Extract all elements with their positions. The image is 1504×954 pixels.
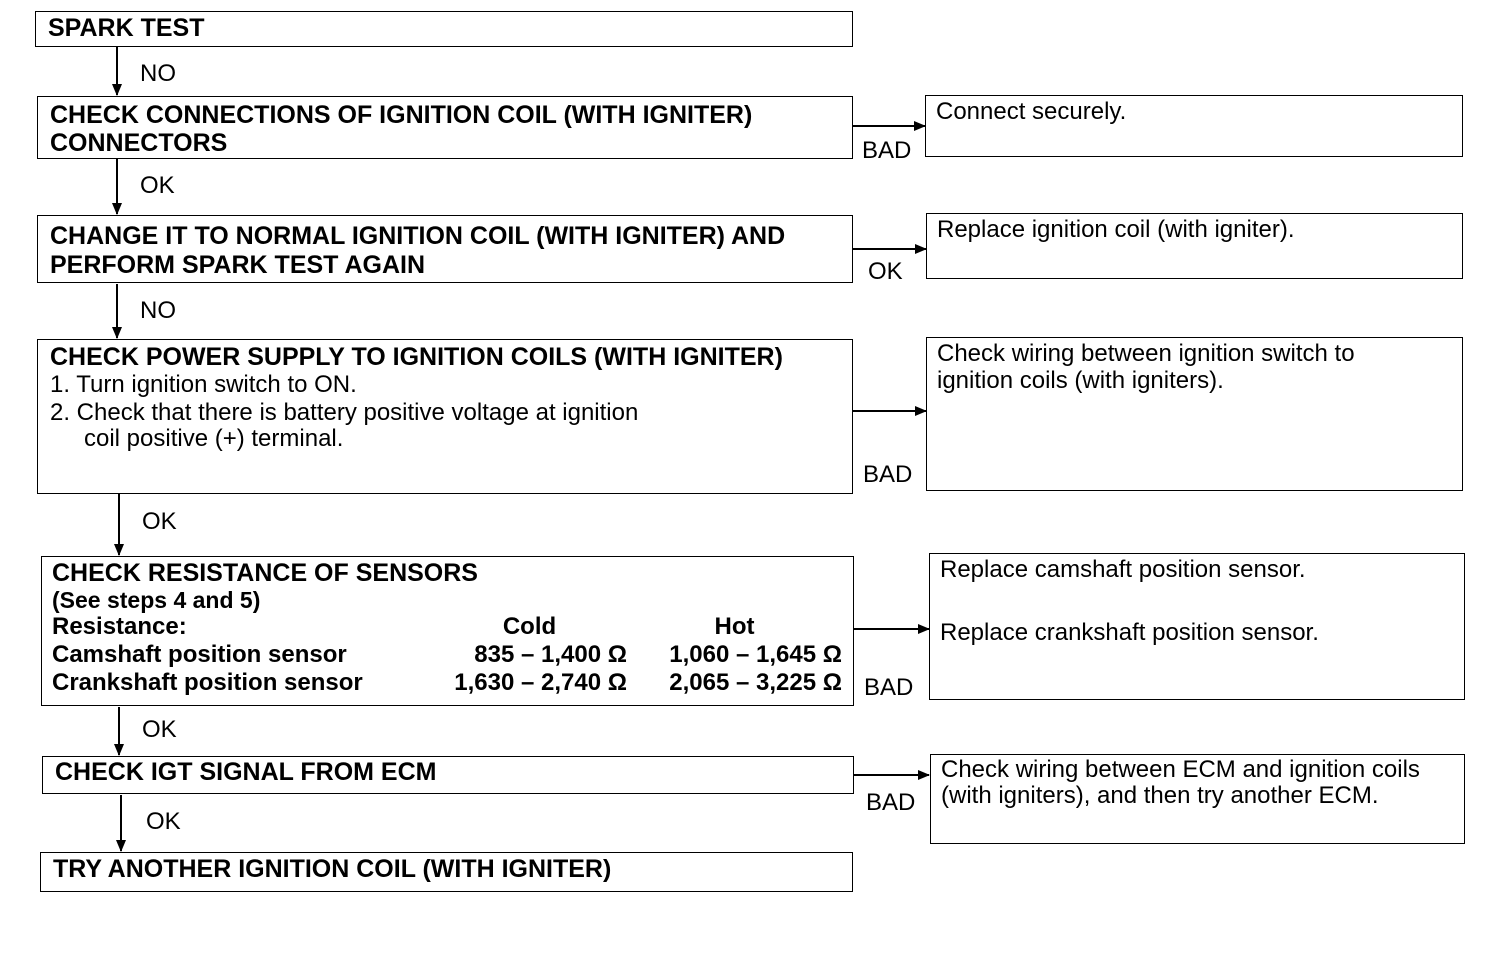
label-bad-2: BAD bbox=[863, 461, 913, 488]
resistance-header-hot: Hot bbox=[714, 613, 755, 640]
resistance-header-cold: Cold bbox=[502, 613, 557, 640]
label-bad-3: BAD bbox=[864, 674, 914, 701]
check-power-title: CHECK POWER SUPPLY TO IGNITION COILS (WITH IGNITER) bbox=[50, 343, 783, 371]
sensor-cold: 1,630 – 2,740 Ω bbox=[454, 669, 627, 696]
label-no-1: NO bbox=[140, 60, 176, 87]
action-replace-crank-text: Replace crankshaft position sensor. bbox=[940, 619, 1319, 646]
check-power-step2b: coil positive (+) terminal. bbox=[84, 425, 344, 452]
label-ok-1: OK bbox=[140, 172, 175, 199]
check-power-step1: 1. Turn ignition switch to ON. bbox=[50, 371, 357, 398]
action-connect bbox=[925, 95, 1463, 157]
label-bad-4: BAD bbox=[866, 789, 916, 816]
label-ok-3: OK bbox=[142, 716, 177, 743]
check-resistance-subtitle: (See steps 4 and 5) bbox=[52, 587, 261, 613]
step-check-connections-text: CHECK CONNECTIONS OF IGNITION COIL (WITH IGNITER) CONNECTORS bbox=[50, 101, 753, 157]
check-resistance-title: CHECK RESISTANCE OF SENSORS bbox=[52, 559, 478, 587]
step-check-igt-text: CHECK IGT SIGNAL FROM ECM bbox=[55, 758, 437, 786]
resistance-header-row bbox=[52, 613, 842, 641]
label-ok-side: OK bbox=[868, 258, 903, 285]
action-check-wiring-switch-text: Check wiring between ignition switch to ignition coils (with igniters). bbox=[937, 340, 1355, 394]
action-check-wiring-ecm-text: Check wiring between ECM and ignition coils (with igniters), and then try another ECM. bbox=[941, 756, 1420, 809]
action-check-wiring-ecm bbox=[930, 754, 1465, 844]
step-check-power bbox=[37, 339, 853, 494]
action-connect-text: Connect securely. bbox=[936, 98, 1127, 125]
action-check-wiring-switch bbox=[926, 337, 1463, 491]
resistance-table bbox=[52, 613, 842, 697]
action-replace-sensors bbox=[929, 553, 1465, 700]
action-replace-coil bbox=[926, 213, 1463, 279]
step-try-coil-text: TRY ANOTHER IGNITION COIL (WITH IGNITER) bbox=[53, 855, 612, 883]
step-spark-test bbox=[35, 11, 853, 47]
label-ok-2: OK bbox=[142, 508, 177, 535]
step-check-connections bbox=[37, 96, 853, 159]
step-check-resistance bbox=[41, 556, 854, 706]
sensor-name: Camshaft position sensor bbox=[52, 641, 347, 668]
action-replace-coil-text: Replace ignition coil (with igniter). bbox=[937, 216, 1295, 243]
step-change-coil-text: CHANGE IT TO NORMAL IGNITION COIL (WITH IGNITER) AND PERFORM SPARK TEST AGAIN bbox=[50, 222, 786, 279]
sensor-hot: 1,060 – 1,645 Ω bbox=[669, 641, 842, 668]
resistance-header-label: Resistance: bbox=[52, 613, 187, 640]
table-row bbox=[52, 641, 842, 669]
sensor-hot: 2,065 – 3,225 Ω bbox=[669, 669, 842, 696]
label-bad-1: BAD bbox=[862, 137, 912, 164]
sensor-cold: 835 – 1,400 Ω bbox=[474, 641, 627, 668]
sensor-name: Crankshaft position sensor bbox=[52, 669, 363, 696]
action-replace-cam-text: Replace camshaft position sensor. bbox=[940, 556, 1306, 583]
table-row bbox=[52, 669, 842, 697]
step-spark-test-text: SPARK TEST bbox=[48, 14, 205, 42]
step-check-igt bbox=[42, 756, 854, 794]
label-no-2: NO bbox=[140, 297, 176, 324]
label-ok-4: OK bbox=[146, 808, 181, 835]
step-try-coil bbox=[40, 852, 853, 892]
check-power-step2a: 2. Check that there is battery positive voltage at ignition bbox=[50, 399, 639, 426]
step-change-coil bbox=[37, 215, 853, 283]
